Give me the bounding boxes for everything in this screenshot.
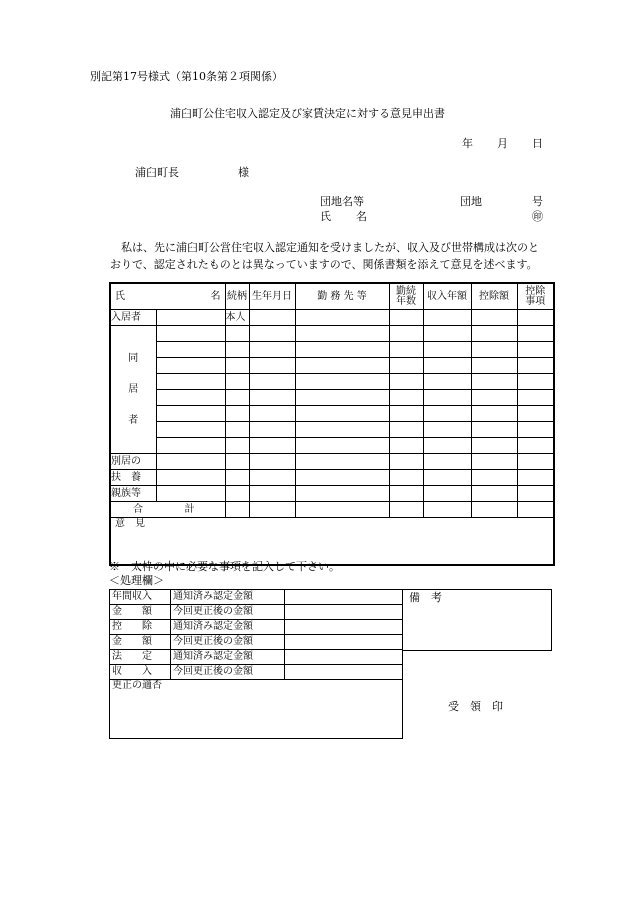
cell[interactable]: [517, 486, 554, 502]
label-notified-amount: 通知済み認定金額: [171, 620, 285, 635]
cell[interactable]: [471, 502, 517, 518]
danchi-label: 団地名等: [320, 195, 364, 208]
cell[interactable]: [389, 374, 423, 390]
cell[interactable]: [389, 486, 423, 502]
cell[interactable]: [471, 470, 517, 486]
body-text-line-2: おりで、認定されたものとは異なっていますので、関係書類を添えて意見を述べます。: [110, 258, 538, 271]
cell[interactable]: [249, 390, 295, 406]
addressee-name: 浦臼町長: [135, 166, 179, 179]
opinion-label-1: 意: [115, 518, 125, 529]
cell[interactable]: [249, 342, 295, 358]
cell[interactable]: [295, 486, 389, 502]
remarks-field[interactable]: [402, 589, 552, 651]
cell[interactable]: [249, 454, 295, 470]
label-legal-income-1: 法 定: [110, 650, 171, 665]
row-label-cohabitant: 同 居 者: [110, 326, 156, 454]
label-notified-amount: 通知済み認定金額: [171, 650, 285, 665]
cell[interactable]: [295, 342, 389, 358]
table-row: [110, 390, 554, 406]
value-cell[interactable]: [285, 590, 403, 605]
label-legal-income-2: 収 入: [110, 665, 171, 680]
row-label-total: 合 計: [110, 502, 225, 518]
table-row: [110, 454, 554, 470]
cell[interactable]: [249, 470, 295, 486]
cell[interactable]: [423, 342, 471, 358]
cell[interactable]: [471, 422, 517, 438]
cell[interactable]: [423, 438, 471, 454]
cell[interactable]: [225, 390, 249, 406]
cell-deduction-items[interactable]: [517, 310, 554, 326]
header-name: 氏 名: [110, 283, 225, 310]
date-month: 月: [497, 137, 508, 150]
label-notified-amount: 通知済み認定金額: [171, 590, 285, 605]
cell[interactable]: [156, 390, 225, 406]
cell[interactable]: [225, 438, 249, 454]
correction-propriety-field[interactable]: [110, 680, 403, 739]
cell[interactable]: [295, 422, 389, 438]
opinion-label-2: 見: [135, 518, 145, 529]
cell[interactable]: [225, 486, 249, 502]
header-birthdate: 生年月日: [249, 283, 295, 310]
row-label-dependent-3: 親族等: [110, 486, 156, 502]
table-row: [110, 438, 554, 454]
cell-years[interactable]: [389, 310, 423, 326]
cell[interactable]: [225, 454, 249, 470]
cell[interactable]: [471, 406, 517, 422]
date-year: 年: [462, 137, 473, 150]
label-deduction-2: 金 額: [110, 635, 171, 650]
household-income-table: [109, 282, 555, 566]
cell[interactable]: [423, 470, 471, 486]
cell[interactable]: [295, 358, 389, 374]
cell[interactable]: [156, 422, 225, 438]
table-row-total: [110, 502, 554, 518]
cell[interactable]: [471, 390, 517, 406]
cell[interactable]: [225, 342, 249, 358]
cell[interactable]: [156, 358, 225, 374]
cell[interactable]: [471, 454, 517, 470]
cell[interactable]: [225, 326, 249, 342]
table-row: [110, 358, 554, 374]
value-cell[interactable]: [285, 605, 403, 620]
cell[interactable]: [389, 390, 423, 406]
cell[interactable]: [249, 374, 295, 390]
seal-mark: ㊞: [532, 210, 543, 223]
header-annual-income: 収入年額: [423, 283, 471, 310]
label-corrected-amount: 今回更正後の金額: [171, 635, 285, 650]
date-day: 日: [532, 137, 543, 150]
cell[interactable]: [517, 470, 554, 486]
form-number: 別記第17号様式（第10条第２項関係）: [90, 70, 283, 83]
cell[interactable]: [225, 406, 249, 422]
cell[interactable]: [225, 422, 249, 438]
cell[interactable]: [225, 502, 249, 518]
cell[interactable]: [471, 342, 517, 358]
label-deduction-1: 控 除: [110, 620, 171, 635]
cell[interactable]: [423, 358, 471, 374]
label-annual-income-2: 金 額: [110, 605, 171, 620]
processing-heading: ＜処理欄＞: [109, 574, 164, 587]
cell[interactable]: [295, 374, 389, 390]
cell[interactable]: [517, 406, 554, 422]
table-row: [110, 422, 554, 438]
header-deduction-amount: 控除額: [471, 283, 517, 310]
cell[interactable]: [156, 374, 225, 390]
row-label-dependent-2: 扶 養: [110, 470, 156, 486]
cell[interactable]: [423, 454, 471, 470]
cell[interactable]: [156, 470, 225, 486]
table-row: [110, 374, 554, 390]
relation-self: 本人: [225, 310, 249, 326]
cell[interactable]: [423, 406, 471, 422]
cell[interactable]: [517, 358, 554, 374]
row-label-dependent-1: 別居の: [110, 454, 156, 470]
cell[interactable]: [517, 422, 554, 438]
table-row: [110, 486, 554, 502]
cell-income[interactable]: [423, 310, 471, 326]
header-years-of-service: 勤続 年数: [389, 283, 423, 310]
cell[interactable]: [295, 406, 389, 422]
cell[interactable]: [295, 502, 389, 518]
go-label: 号: [532, 195, 543, 208]
cell[interactable]: [423, 390, 471, 406]
addressee-honorific: 様: [238, 166, 249, 179]
cell[interactable]: [156, 486, 225, 502]
table-row: [110, 326, 554, 342]
value-cell[interactable]: [285, 620, 403, 635]
cell[interactable]: [389, 438, 423, 454]
header-workplace: 勤 務 先 等: [295, 283, 389, 310]
opinion-field[interactable]: [110, 518, 554, 566]
cell[interactable]: [295, 390, 389, 406]
cell[interactable]: [249, 358, 295, 374]
cell[interactable]: [471, 326, 517, 342]
cell[interactable]: [389, 342, 423, 358]
cell[interactable]: [249, 438, 295, 454]
cell[interactable]: [517, 374, 554, 390]
header-relation: 続柄: [225, 283, 249, 310]
cell[interactable]: [389, 454, 423, 470]
cell[interactable]: [156, 342, 225, 358]
receipt-stamp-label: 受 領 印: [448, 700, 503, 713]
label-annual-income-1: 年間収入: [110, 590, 171, 605]
cell[interactable]: [156, 326, 225, 342]
cell[interactable]: [249, 422, 295, 438]
cell[interactable]: [517, 390, 554, 406]
label-remarks: 備 考: [409, 591, 442, 604]
cell[interactable]: [156, 438, 225, 454]
cell[interactable]: [423, 486, 471, 502]
name-label-1: 氏: [320, 210, 331, 223]
cell[interactable]: [389, 406, 423, 422]
value-cell[interactable]: [285, 635, 403, 650]
cell[interactable]: [225, 374, 249, 390]
cell[interactable]: [249, 406, 295, 422]
cell[interactable]: [471, 358, 517, 374]
cell[interactable]: [389, 502, 423, 518]
cell[interactable]: [471, 374, 517, 390]
cell[interactable]: [389, 358, 423, 374]
label-corrected-amount: 今回更正後の金額: [171, 605, 285, 620]
cell[interactable]: [423, 422, 471, 438]
cell[interactable]: [156, 454, 225, 470]
cell[interactable]: [517, 502, 554, 518]
table-row: [110, 310, 554, 326]
cell[interactable]: [295, 438, 389, 454]
cell[interactable]: [249, 326, 295, 342]
cell-deduction[interactable]: [471, 310, 517, 326]
body-text-line-1: 私は、先に浦臼町公営住宅収入認定通知を受けましたが、収入及び世帯構成は次のと: [121, 241, 539, 254]
value-cell[interactable]: [285, 650, 403, 665]
cell[interactable]: [423, 326, 471, 342]
cell[interactable]: [156, 406, 225, 422]
cell-birth[interactable]: [249, 310, 295, 326]
header-deduction-items: 控除 事項: [517, 283, 554, 310]
table-row: [110, 406, 554, 422]
row-label-applicant: 入居者: [110, 310, 156, 326]
cell[interactable]: [389, 326, 423, 342]
value-cell[interactable]: [285, 665, 403, 680]
cell[interactable]: [295, 470, 389, 486]
cell[interactable]: [389, 422, 423, 438]
cell[interactable]: [389, 470, 423, 486]
cell[interactable]: [471, 438, 517, 454]
table-row: [110, 470, 554, 486]
page-title: 浦臼町公住宅収入認定及び家賃決定に対する意見申出書: [170, 107, 445, 120]
cell[interactable]: [225, 358, 249, 374]
instruction-note: ※ 太枠の中に必要な事項を記入して下さい。: [109, 560, 340, 573]
table-row: [110, 342, 554, 358]
cell[interactable]: [517, 326, 554, 342]
cell[interactable]: [517, 342, 554, 358]
label-corrected-amount: 今回更正後の金額: [171, 665, 285, 680]
label-correction-propriety: 更正の適否: [112, 680, 162, 691]
cell[interactable]: [517, 454, 554, 470]
cell-name[interactable]: [156, 310, 225, 326]
cell[interactable]: [423, 374, 471, 390]
danchi-unit: 団地: [460, 195, 482, 208]
processing-table: [109, 589, 403, 739]
table-row-opinion: [110, 518, 554, 566]
cell[interactable]: [295, 454, 389, 470]
cell[interactable]: [423, 502, 471, 518]
cell[interactable]: [249, 486, 295, 502]
cell[interactable]: [295, 326, 389, 342]
name-label-2: 名: [356, 210, 367, 223]
cell[interactable]: [225, 470, 249, 486]
cell[interactable]: [249, 502, 295, 518]
cell-workplace[interactable]: [295, 310, 389, 326]
cell[interactable]: [517, 438, 554, 454]
cell[interactable]: [471, 486, 517, 502]
